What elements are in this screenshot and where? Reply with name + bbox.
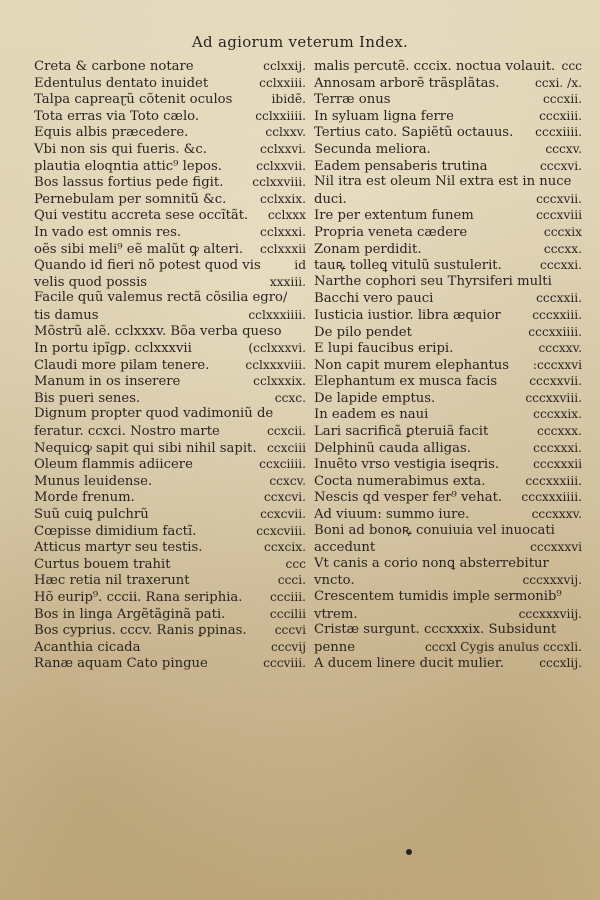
entry-text: Hõ eurip⁹. cccii. Rana seriphia.	[34, 590, 243, 605]
entry-number: cccxxiii.	[532, 307, 582, 322]
entry-number: cccxxxv.	[531, 507, 582, 522]
index-entry	[314, 340, 582, 357]
entry-number: ccxcv.	[269, 473, 306, 488]
entry-text: Propria veneta cædere	[314, 224, 468, 240]
entry-number: ccxcviii.	[256, 523, 306, 538]
entry-number: cccxiii.	[539, 108, 582, 123]
entry-number: cccvij	[270, 639, 306, 654]
entry-text: Hæc retia nil traxerunt	[34, 573, 190, 589]
entry-text: Equis albis præcedere.	[34, 125, 189, 141]
entry-number: cccxxix.	[533, 407, 582, 422]
entry-number: cccviii.	[263, 656, 306, 671]
entry-number: cclxxxviii.	[245, 357, 306, 372]
entry-text: Annosam arborẽ trãsplãtas.	[314, 75, 500, 91]
entry-number: ccxciii	[266, 440, 306, 455]
entry-text: Acanthia cicada	[34, 639, 141, 655]
entry-text: Pernebulam per somnitũ &c.	[34, 191, 227, 207]
index-entry	[34, 224, 306, 241]
index-entry	[314, 655, 582, 672]
entry-number: ccxcix.	[264, 540, 306, 555]
entry-number: cccxl Cygis anulus cccxli.	[424, 639, 582, 654]
entry-text: Dignum propter quod vadimoniũ de	[34, 406, 274, 422]
index-entry	[314, 75, 582, 92]
entry-number: cccxxxvi	[530, 540, 582, 555]
entry-text: Bos in linga Argẽtãginã pati.	[34, 606, 226, 622]
entry-number: cclxxij.	[263, 59, 306, 73]
entry-text: Qui vestitu accreta sese occĩtãt.	[34, 208, 249, 224]
entry-text: tis damus	[34, 307, 99, 323]
entry-number: cccxxx.	[537, 424, 582, 439]
entry-text: Terræ onus	[314, 92, 391, 108]
index-entry	[34, 456, 306, 473]
index-entry	[34, 655, 306, 672]
entry-text: Ad viuum: summo iure.	[314, 507, 470, 523]
entry-number: cccxxvii.	[529, 374, 582, 389]
entry-text: Non capit murem elephantus	[314, 357, 510, 373]
index-entry	[314, 406, 582, 423]
entry-number: cccxiiii.	[535, 125, 582, 140]
entry-text: Mõstrũ alẽ. cclxxxv. Bõa verba queso	[34, 323, 282, 339]
entry-number: cccxxxvij.	[522, 573, 582, 588]
index-entry	[34, 423, 306, 440]
index-entry	[34, 274, 306, 291]
index-entry	[314, 174, 582, 191]
index-entry	[34, 207, 306, 224]
entry-number: cccxvii.	[536, 191, 582, 206]
index-entry	[314, 274, 582, 291]
index-entry	[314, 556, 582, 573]
index-entry	[34, 606, 306, 623]
entry-text: Manum in os inserere	[34, 374, 181, 390]
entry-text: duci.	[314, 191, 347, 207]
index-entry	[314, 324, 582, 341]
entry-text: Suũ cuiꝗ pulchrũ	[34, 507, 149, 523]
entry-number: cccxix	[543, 224, 582, 239]
index-entry	[34, 91, 306, 108]
entry-text: Elephantum ex musca facis	[314, 374, 498, 390]
entry-number: ccc	[285, 556, 306, 571]
entry-text: E lupi faucibus eripi.	[314, 341, 454, 357]
index-entry	[34, 539, 306, 556]
index-entry	[34, 141, 306, 158]
entry-number: ccxc.	[274, 390, 306, 405]
entry-number: ccxcvii.	[260, 507, 306, 522]
entry-text: Secunda meliora.	[314, 141, 431, 157]
entry-number: cccxxxiii.	[525, 473, 582, 488]
entry-text: tauꝶ tolleꝗ vitulũ sustulerit.	[314, 258, 502, 274]
index-entry	[314, 523, 582, 540]
index-entry	[314, 506, 582, 523]
entry-text: plautia eloqntia attic⁹ lepos.	[34, 158, 222, 174]
entry-number: id	[294, 258, 306, 273]
entry-number: cccxvi.	[539, 158, 582, 173]
entry-text: Bacchi vero pauci	[314, 291, 434, 307]
index-entry	[34, 440, 306, 457]
entry-text: Morde frenum.	[34, 490, 135, 506]
entry-text: Nil itra est oleum Nil extra est in nuce	[314, 174, 572, 190]
running-header: Ad agiorum veterum Index.	[191, 33, 409, 51]
entry-number: cccxxiiii.	[528, 324, 582, 339]
entry-text: Talpa capreaɽũ cõtenit oculos	[34, 92, 233, 108]
entry-number: ccc	[561, 59, 582, 73]
entry-text: In eadem es naui	[314, 407, 429, 423]
entry-number: cclxxix.	[260, 191, 306, 206]
entry-number: cclxxiii.	[259, 75, 306, 90]
index-entry	[34, 572, 306, 589]
entry-text: Boni ad bonoꝶ conuiuia vel inuocati	[314, 522, 555, 538]
index-entry	[314, 58, 582, 75]
entry-text: Creta & carbone notare	[34, 59, 194, 74]
entry-text: vtrem.	[314, 606, 358, 622]
index-entry	[34, 556, 306, 573]
entry-text: In portu ipĩgꝑ. cclxxxvii	[34, 341, 192, 357]
entry-number: cclxxxiiii.	[248, 307, 306, 322]
index-entry	[34, 523, 306, 540]
index-entry	[34, 191, 306, 208]
entry-text: Crescentem tumidis imple sermonib⁹	[314, 589, 562, 604]
entry-text: Delphinũ cauda alligas.	[314, 440, 471, 456]
entry-number: cclxxxi.	[260, 224, 306, 239]
index-entry	[314, 639, 582, 656]
entry-number: cclxxvi.	[260, 141, 306, 156]
entry-number: cccxxviii.	[525, 390, 582, 405]
index-entry	[314, 589, 582, 606]
entry-text: Ire per extentum funem	[314, 208, 474, 224]
entry-number: cccxxxi.	[533, 440, 582, 455]
entry-number: cclxxxix.	[253, 374, 306, 389]
index-entry	[34, 58, 306, 75]
entry-text: velis quod possis	[34, 274, 148, 290]
entry-text: Nequicꝙ sapit qui sibi nihil sapit.	[34, 440, 257, 456]
entry-number: cccxx.	[543, 241, 582, 256]
entry-text: Vbi non sis qui fueris. &c.	[34, 141, 207, 157]
entry-text: accedunt	[314, 540, 376, 556]
entry-text: Ranæ aquam Cato pingue	[34, 656, 208, 672]
index-entry	[314, 390, 582, 407]
index-entry	[314, 191, 582, 208]
ink-dot	[406, 849, 412, 855]
entry-number: (cclxxxvi.	[248, 341, 306, 356]
index-entry	[314, 307, 582, 324]
index-entry	[34, 158, 306, 175]
entry-text: Inuẽto vrso vestigia iseqris.	[314, 457, 500, 473]
entry-text: Lari sacrificã ꝑteruiã facit	[314, 424, 489, 440]
entry-text: feratur. ccxci. Nostro marte	[34, 424, 220, 440]
entry-number: ccxcii.	[266, 424, 306, 439]
entry-text: Bos lassus fortius pede figit.	[34, 175, 224, 191]
entry-number: cccxxv.	[538, 341, 582, 356]
index-entry	[314, 473, 582, 490]
index-entry	[314, 241, 582, 258]
entry-number: ccciii.	[269, 590, 306, 604]
index-entry	[34, 506, 306, 523]
index-entry	[34, 489, 306, 506]
entry-text: Quando id fieri nõ potest quod vis	[34, 258, 261, 274]
entry-text: Oleum flammis adiicere	[34, 457, 193, 473]
entry-number: cccxv.	[545, 141, 582, 156]
entry-text: De lapide emptus.	[314, 390, 436, 406]
index-entry	[34, 406, 306, 423]
entry-number: cclxxiiii.	[255, 108, 306, 123]
index-entry	[34, 257, 306, 274]
index-entry	[34, 290, 306, 307]
index-entry	[34, 75, 306, 92]
index-entry	[314, 257, 582, 274]
entry-text: Eadem pensaberis trutina	[314, 158, 488, 174]
entry-number: cclxxvii.	[256, 158, 306, 173]
entry-number: xxxiii.	[269, 274, 306, 289]
index-entry	[314, 124, 582, 141]
index-entry	[314, 108, 582, 125]
index-entry	[34, 622, 306, 639]
entry-number: cclxxv.	[265, 125, 306, 140]
index-column-left	[34, 58, 306, 672]
entry-number: cccxviii	[536, 208, 582, 223]
entry-number: cclxxxii	[260, 241, 306, 256]
index-entry	[34, 108, 306, 125]
entry-text: Claudi more pilam tenere.	[34, 357, 210, 373]
index-entry	[314, 357, 582, 374]
entry-text: Tertius cato. Sapiẽtũ octauus.	[314, 125, 514, 141]
index-entry	[314, 224, 582, 241]
entry-number: cclxxviii.	[252, 175, 306, 190]
index-column-right	[314, 58, 582, 672]
entry-text: Narthe cophori seu Thyrsiferi multi	[314, 273, 552, 289]
entry-number: cccilii	[269, 606, 306, 621]
entry-number: ccxcvi.	[263, 490, 306, 505]
entry-number: ccci.	[277, 573, 306, 588]
index-entry	[34, 357, 306, 374]
entry-number: :cccxxvi	[532, 357, 582, 372]
index-entry	[34, 473, 306, 490]
entry-text: Iusticia iustior. libra æquior	[314, 307, 501, 323]
entry-number: cccvi	[274, 623, 306, 638]
entry-text: In vado est omnis res.	[34, 224, 182, 240]
entry-number: cccxxxiiii.	[521, 490, 582, 505]
index-entry	[314, 141, 582, 158]
entry-text: Cœpisse dimidium factĩ.	[34, 523, 197, 539]
entry-number: ccxi. /x.	[534, 75, 582, 90]
entry-text: A ducem linere ducit mulier.	[314, 656, 504, 672]
index-entry	[314, 456, 582, 473]
entry-number: ibidẽ.	[271, 92, 306, 107]
index-entry	[314, 440, 582, 457]
entry-text: Bos cyprius. cccv. Ranis ꝑpinas.	[34, 623, 247, 639]
entry-number: cccxlij.	[539, 656, 582, 671]
entry-number: cccxii.	[542, 92, 582, 107]
index-entry	[314, 572, 582, 589]
index-entry	[34, 174, 306, 191]
entry-text: Vt canis a corio nonꝗ absterrebitur	[314, 555, 549, 571]
entry-number: cclxxx	[267, 208, 306, 223]
index-entry	[314, 91, 582, 108]
index-entry	[34, 639, 306, 656]
entry-text: oẽs sibi meli⁹ eẽ malũt ꝙ alteri.	[34, 241, 244, 257]
entry-number: ccxciiii.	[259, 457, 306, 472]
index-entry	[34, 373, 306, 390]
index-entry	[34, 124, 306, 141]
entry-text: Edentulus dentato inuidet	[34, 75, 209, 91]
entry-text: Atticus martyr seu testis.	[34, 540, 203, 556]
entry-text: Nescis qd vesper fer⁹ vehat.	[314, 490, 503, 506]
entry-text: De pilo pendet	[314, 324, 412, 340]
entry-text: penne	[314, 639, 356, 655]
entry-number: cccxxxviij.	[518, 606, 582, 621]
index-entry	[314, 539, 582, 556]
entry-number: cccxxi.	[540, 258, 582, 273]
entry-text: Munus leuidense.	[34, 473, 153, 489]
index-entry	[314, 489, 582, 506]
entry-text: malis percutẽ. cccix. noctua volauit.	[314, 59, 556, 74]
index-entry	[34, 589, 306, 606]
index-entry	[34, 324, 306, 341]
entry-text: Zonam perdidit.	[314, 241, 422, 257]
index-entry	[314, 290, 582, 307]
entry-text: Bis pueri senes.	[34, 390, 141, 406]
entry-number: cccxxii.	[536, 291, 582, 306]
entry-text: vncto.	[314, 573, 355, 589]
entry-text: Cocta numerabimus exta.	[314, 473, 486, 489]
entry-text: Facile quũ valemus rectã cõsilia egro/	[34, 290, 288, 306]
index-entry	[314, 423, 582, 440]
index-entry	[34, 307, 306, 324]
entry-text: Tota erras via Toto cælo.	[34, 108, 200, 124]
entry-text: In syluam ligna ferre	[314, 108, 454, 124]
index-entry	[314, 207, 582, 224]
index-entry	[314, 606, 582, 623]
entry-text: Curtus bouem trahit	[34, 556, 171, 572]
entry-number: cccxxxii	[533, 457, 582, 472]
index-entry	[314, 373, 582, 390]
index-entry	[314, 158, 582, 175]
index-entry	[34, 340, 306, 357]
index-entry	[314, 622, 582, 639]
entry-text: Cristæ surgunt. cccxxxix. Subsidunt	[314, 622, 557, 638]
index-entry	[34, 390, 306, 407]
index-entry	[34, 241, 306, 258]
